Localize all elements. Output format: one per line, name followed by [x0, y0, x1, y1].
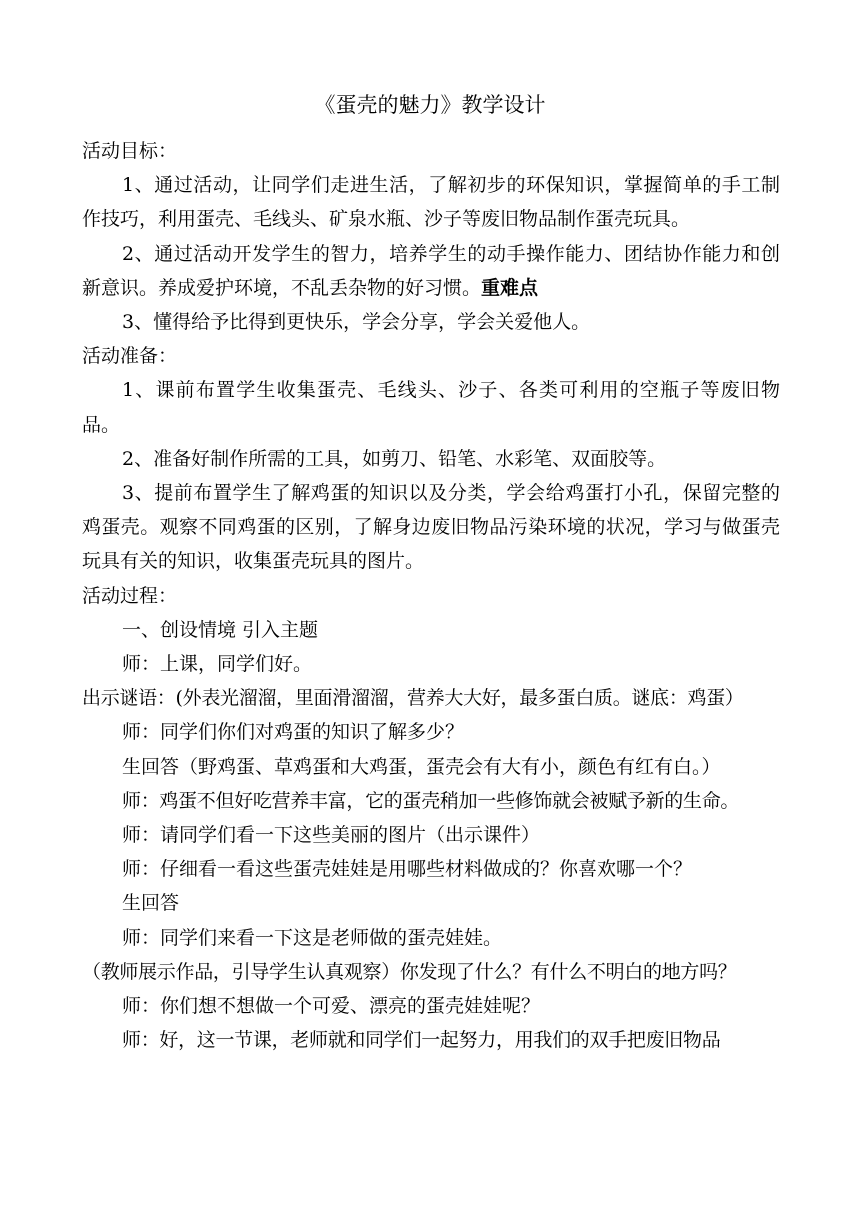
goal-item-3: 3、懂得给予比得到更快乐，学会分享，学会关爱他人。 — [122, 311, 591, 334]
process-line-3: 生回答（野鸡蛋、草鸡蛋和大鸡蛋，蛋壳会有大有小，颜色有红有白。） — [122, 755, 721, 778]
prep-item-2: 2、准备好制作所需的工具，如剪刀、铅笔、水彩笔、双面胶等。 — [122, 447, 667, 470]
process-line-11: 师：好，这一节课，老师就和同学们一起努力，用我们的双手把废旧物品 — [122, 1029, 721, 1052]
goal-item-1: 1、通过活动，让同学们走进生活，了解初步的环保知识，掌握简单的手工制作技巧，利用蛋壳、毛线头、矿泉水瓶、沙子等废旧物品制作蛋壳玩具。 — [82, 174, 780, 231]
document-body — [82, 134, 780, 1057]
goal-item-2-text: 2、通过活动开发学生的智力，培养学生的动手操作能力、团结协作能力和创新意识。养成爱护环境，不乱丢杂物的好习惯。 — [82, 242, 780, 299]
process-line-9: （教师展示作品，引导学生认真观察）你发现了什么？有什么不明白的地方吗？ — [82, 960, 737, 983]
process-heading: 活动过程： — [82, 584, 178, 607]
process-line-4: 师：鸡蛋不但好吃营养丰富，它的蛋壳稍加一些修饰就会被赋予新的生命。 — [122, 789, 740, 812]
process-line-6: 师：仔细看一看这些蛋壳娃娃是用哪些材料做成的？你喜欢哪一个？ — [122, 858, 693, 881]
prep-item-1: 1、课前布置学生收集蛋壳、毛线头、沙子、各类可利用的空瓶子等废旧物品。 — [82, 379, 780, 436]
document-title: 《蛋壳的魅力》教学设计 — [314, 93, 546, 117]
goal-item-2 — [82, 237, 780, 305]
process-step-1: 一、创设情境 引入主题 — [122, 618, 319, 641]
prep-item-3: 3、提前布置学生了解鸡蛋的知识以及分类，学会给鸡蛋打小孔，保留完整的鸡蛋壳。观察不同鸡蛋的区别，了解身边废旧物品污染环境的状况，学习与做蛋壳玩具有关的知识，收集蛋壳玩具的图片。 — [82, 482, 780, 573]
riddle-line: 出示谜语：(外表光溜溜，里面滑溜溜，营养大大好，最多蛋白质。谜底：鸡蛋） — [82, 687, 744, 710]
process-line-10: 师：你们想不想做一个可爱、漂亮的蛋壳娃娃呢？ — [122, 995, 541, 1018]
process-line-7: 生回答 — [122, 892, 180, 915]
process-line-2: 师：同学们你们对鸡蛋的知识了解多少？ — [122, 721, 465, 744]
goals-heading: 活动目标： — [82, 140, 178, 162]
process-line-8: 师：同学们来看一下这是老师做的蛋壳娃娃。 — [122, 926, 503, 949]
process-line-5: 师：请同学们看一下这些美丽的图片（出示课件） — [122, 824, 541, 847]
prep-heading: 活动准备： — [82, 345, 178, 368]
key-difficulty-label: 重难点 — [481, 276, 539, 299]
process-line-1: 师：上课，同学们好。 — [122, 653, 313, 676]
